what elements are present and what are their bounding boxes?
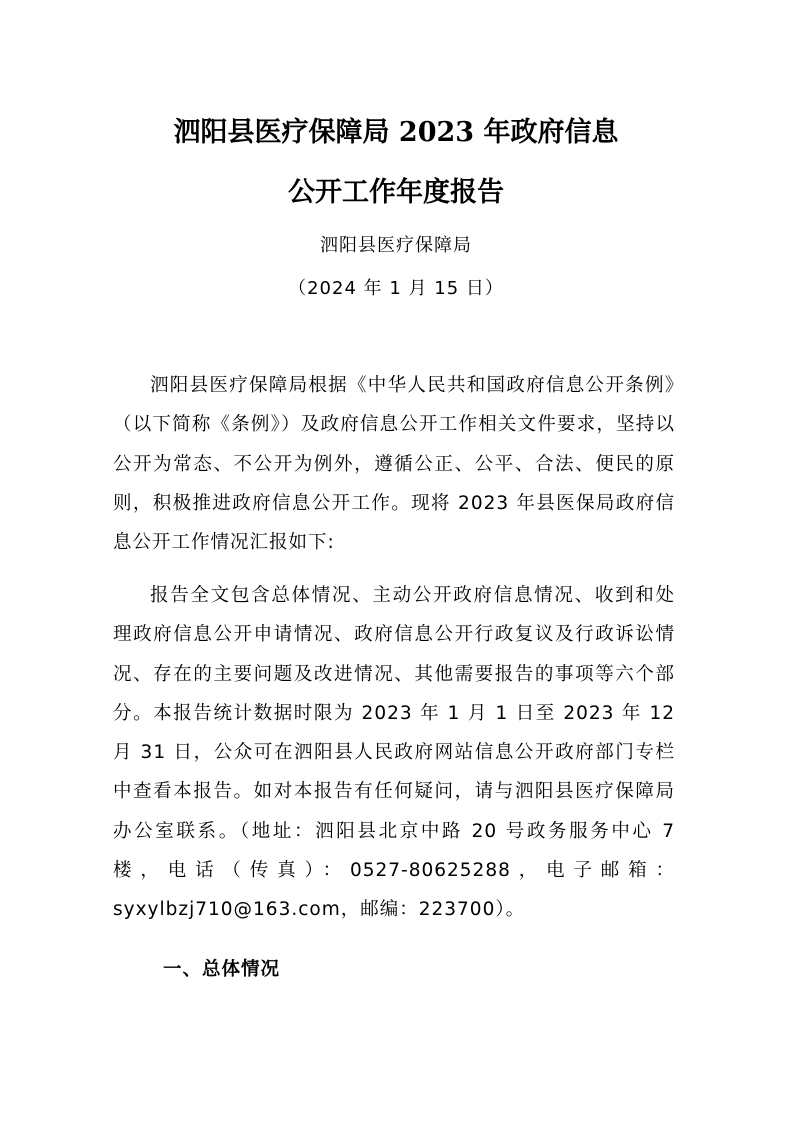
intro-paragraph: 泗阳县医疗保障局根据《中华人民共和国政府信息公开条例》（以下简称《条例》）及政府信息公开工作相关文件要求，坚持以公开为常态、不公开为例外，遵循公正、公平、合法、便民的原则，积极推进政府信息公开工作。现将 2023 年县医保局政府信息公开工作情况汇报如下:	[113, 375, 675, 554]
report-title-line-1: 泗阳县医疗保障局 2023 年政府信息	[173, 117, 619, 148]
report-date: （2024 年 1 月 15 日）	[288, 278, 504, 299]
report-title-line-2: 公开工作年度报告	[288, 177, 504, 208]
scope-paragraph: 报告全文包含总体情况、主动公开政府信息情况、收到和处理政府信息公开申请情况、政府信息公开行政复议及行政诉讼情况、存在的主要问题及改进情况、其他需要报告的事项等六个部分。本报告统计数据时限为 2023 年 1 月 1 日至 2023 年 12 月 31 日，公众可在泗阳县人民政府网站信息公开政府部门专栏中查看本报告。如对本报告有任何疑问，请与泗阳县医疗保障局办公室联系。（地址：泗阳县北京中路 20 号政务服务中心 7 楼，电话（传真）：0527-80625288，电子邮箱：syxylbzj710@163.com，邮编：223700）。	[113, 585, 675, 921]
issuing-organization: 泗阳县医疗保障局	[320, 235, 472, 256]
section-heading-overview: 一、总体情况	[163, 959, 281, 980]
